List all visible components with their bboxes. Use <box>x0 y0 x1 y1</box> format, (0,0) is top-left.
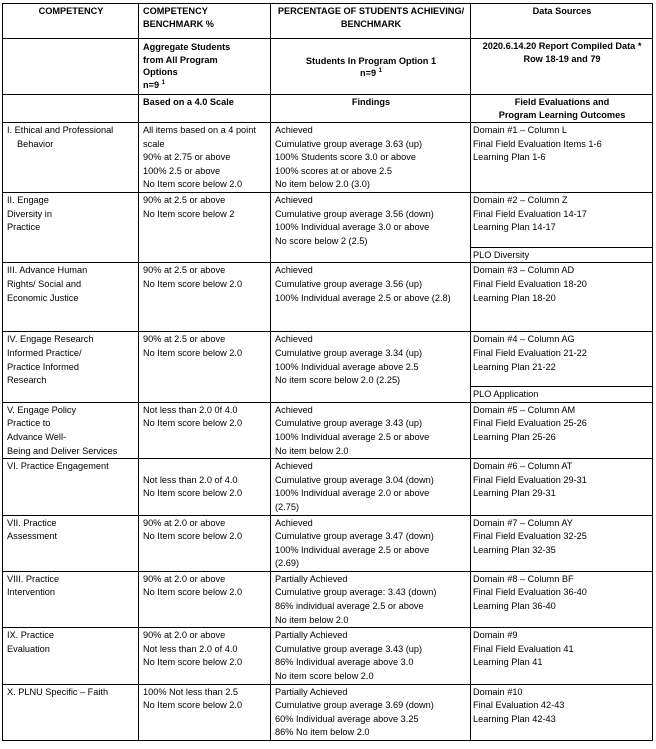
findings-cell <box>271 571 471 627</box>
sources-line: Domain #7 – Column AY <box>473 517 573 528</box>
benchmark-line: No Item score below 2.0 <box>143 531 243 542</box>
sources-line: Learning Plan 42-43 <box>473 713 556 724</box>
findings-line: No item score below 2.0 <box>275 671 374 682</box>
competency-cell <box>3 684 139 740</box>
header-competency <box>3 4 139 39</box>
findings-line: Partially Achieved <box>275 573 348 584</box>
sources-line: Learning Plan 36-40 <box>473 601 556 612</box>
subheader-empty <box>3 39 139 95</box>
plo-label: PLO Diversity <box>473 249 530 260</box>
competency-line: Practice <box>7 222 41 233</box>
benchmark-line: Not less than 2.0 0f 4.0 <box>143 404 238 415</box>
sources-line: Learning Plan 1-6 <box>473 152 546 163</box>
header-benchmark-line1: COMPETENCY <box>143 6 208 16</box>
competency-cell <box>3 459 139 515</box>
findings-line: No score below 2 (2.5) <box>275 235 368 246</box>
sources-line: Domain #4 – Column AG <box>473 334 575 345</box>
option-n <box>275 67 467 80</box>
findings-line: Cumulative group average 3.69 (down) <box>275 700 434 711</box>
findings-line: Achieved <box>275 125 313 135</box>
sources-line: Domain #3 – Column AD <box>473 265 575 276</box>
findings-line: (2.75) <box>275 501 300 512</box>
competency-line: Practice Informed <box>7 361 79 372</box>
sources-line: Learning Plan 18-20 <box>473 292 556 303</box>
findings-line: Achieved <box>275 334 313 345</box>
benchmark-line: 90% at 2.5 or above <box>143 334 226 345</box>
findings-line: 86% No item below 2.0 <box>275 727 370 738</box>
benchmark-line: Not less than 2.0 of 4.0 <box>143 643 238 654</box>
benchmark-line: 90% at 2.0 or above <box>143 573 226 584</box>
table-row <box>3 193 653 263</box>
benchmark-line: 90% at 2.0 or above <box>143 630 226 641</box>
findings-line: Achieved <box>275 517 313 528</box>
competency-cell <box>3 332 139 402</box>
competency-line: VII. Practice <box>7 517 57 528</box>
sources-line: Learning Plan 32-35 <box>473 544 556 555</box>
scale-text: Based on a 4.0 Scale <box>143 97 234 107</box>
header-percentage <box>271 4 471 39</box>
sources-line: Domain #9 <box>473 630 518 641</box>
benchmark-line: 90% at 2.0 or above <box>143 517 226 528</box>
findings-cell <box>271 193 471 263</box>
findings-line: Cumulative group average 3.43 (up) <box>275 643 423 654</box>
subheader-row <box>3 39 653 95</box>
competency-line: I. Ethical and Professional <box>7 125 114 135</box>
table-row <box>3 332 653 402</box>
competency-line: Economic Justice <box>7 292 79 303</box>
findings-cell <box>271 459 471 515</box>
sources-line: Final Field Evaluation 21-22 <box>473 347 587 358</box>
findings-line: Achieved <box>275 195 313 205</box>
sources-line: Learning Plan 29-31 <box>473 488 556 499</box>
benchmark-cell <box>139 459 271 515</box>
benchmark-line: No Item score below 2.0 <box>143 657 243 668</box>
sources-cell <box>471 123 653 193</box>
findings-line: Partially Achieved <box>275 686 348 697</box>
competency-cell <box>3 193 139 263</box>
benchmark-line: All items based on a 4 point <box>143 125 256 135</box>
subheader-report <box>471 39 653 95</box>
sources-header-line1: Field Evaluations and <box>514 97 610 107</box>
header-percentage-line1: PERCENTAGE OF STUDENTS ACHIEVING/ <box>277 6 465 16</box>
scale-cell <box>139 95 271 123</box>
findings-line: 86% individual average 2.5 or above <box>275 601 424 612</box>
sources-line: Final Evaluation 42-43 <box>473 700 565 711</box>
competency-cell <box>3 628 139 684</box>
competency-line: Being and Deliver Services <box>7 445 118 456</box>
findings-line: (2.69) <box>275 558 300 569</box>
benchmark-line: No Item score below 2.0 <box>143 587 243 598</box>
competency-cell <box>3 515 139 571</box>
sources-line: Final Field Evaluation 14-17 <box>473 208 587 219</box>
findings-line: No item below 2.0 <box>275 614 349 625</box>
competency-cell <box>3 123 139 193</box>
option-sup: 1 <box>378 67 382 74</box>
header-percentage-line2: BENCHMARK <box>340 18 402 29</box>
findings-line: Cumulative group average 3.47 (down) <box>275 531 434 542</box>
findings-line: 60% Individual average above 3.25 <box>275 713 419 724</box>
benchmark-line: 100% Not less than 2.5 <box>143 686 238 697</box>
subheader-option <box>271 39 471 95</box>
competency-cell <box>3 571 139 627</box>
benchmark-line: No Item score below 2.0 <box>143 700 243 711</box>
table-row <box>3 459 653 515</box>
benchmark-cell <box>139 628 271 684</box>
aggregate-line3: Options <box>143 67 178 77</box>
findings-cell <box>271 402 471 458</box>
findings-line: No item score below 2.0 (2.25) <box>275 375 401 386</box>
header-benchmark <box>139 4 271 39</box>
table-row <box>3 628 653 684</box>
competency-line: II. Engage <box>7 195 49 205</box>
findings-line: 100% Individual average 2.0 or above <box>275 488 430 499</box>
sources-line: Domain #6 – Column AT <box>473 461 573 472</box>
competency-line: VI. Practice Engagement <box>7 461 109 472</box>
header-benchmark-line2: BENCHMARK % <box>143 18 214 29</box>
competency-line: IV. Engage Research <box>7 334 94 345</box>
findings-line: 100% Individual average 2.5 or above (2.8) <box>275 292 451 303</box>
sources-line: Domain #5 – Column AM <box>473 404 576 415</box>
sources-line: Learning Plan 41 <box>473 657 543 668</box>
findings-cell <box>271 95 471 123</box>
findings-line: 100% Individual average 2.5 or above <box>275 544 430 555</box>
competency-line: Advance Well- <box>7 431 67 442</box>
aggregate-line2: from All Program <box>143 54 218 65</box>
findings-line: Achieved <box>275 404 313 415</box>
header-data-sources <box>471 4 653 39</box>
subheader-aggregate <box>139 39 271 95</box>
competency-cell <box>3 263 139 332</box>
findings-cell <box>271 263 471 332</box>
sources-cell <box>471 684 653 740</box>
benchmark-line: No Item score below 2.0 <box>143 179 243 190</box>
plo-label-box <box>471 386 652 402</box>
sources-line: Learning Plan 14-17 <box>473 222 556 233</box>
report-line2: Row 18-19 and 79 <box>523 53 601 64</box>
sources-line: Final Field Evaluation 41 <box>473 643 574 654</box>
benchmark-cell <box>139 402 271 458</box>
scale-empty <box>3 95 139 123</box>
competency-line: Behavior <box>17 138 54 149</box>
benchmark-cell <box>139 332 271 402</box>
findings-line: Partially Achieved <box>275 630 348 641</box>
plo-label: PLO Application <box>473 389 539 400</box>
table-row <box>3 402 653 458</box>
benchmark-line: No Item score below 2.0 <box>143 418 243 429</box>
findings-line: Cumulative group average 3.56 (down) <box>275 208 434 219</box>
benchmark-spacer <box>143 460 267 474</box>
sources-line: Learning Plan 21-22 <box>473 361 556 372</box>
benchmark-cell <box>139 515 271 571</box>
findings-line: No item below 2.0 (3.0) <box>275 179 370 190</box>
findings-line: Cumulative group average 3.43 (up) <box>275 418 423 429</box>
scale-row <box>3 95 653 123</box>
aggregate-n <box>143 79 267 92</box>
benchmark-line: 100% 2.5 or above <box>143 165 221 176</box>
competency-line: III. Advance Human <box>7 265 88 276</box>
benchmark-line: 90% at 2.5 or above <box>143 195 226 205</box>
findings-line: Cumulative group average: 3.43 (down) <box>275 587 437 598</box>
findings-text: Findings <box>351 97 391 107</box>
competency-line: Rights/ Social and <box>7 278 82 289</box>
sources-line: Final Field Evaluation Items 1-6 <box>473 138 602 149</box>
aggregate-n-text: n=9 <box>143 79 160 90</box>
competency-line: Diversity in <box>7 208 52 219</box>
sources-line: Learning Plan 25-26 <box>473 431 556 442</box>
sources-header-line2: Program Learning Outcomes <box>498 109 626 120</box>
sources-cell <box>471 459 653 515</box>
findings-line: Cumulative group average 3.63 (up) <box>275 138 423 149</box>
findings-line: Cumulative group average 3.56 (up) <box>275 278 423 289</box>
findings-line: 100% Individual average 3.0 or above <box>275 222 430 233</box>
findings-cell <box>271 628 471 684</box>
sources-cell <box>471 515 653 571</box>
competency-line: VIII. Practice <box>7 573 60 584</box>
sources-cell <box>471 332 653 402</box>
benchmark-cell <box>139 571 271 627</box>
competency-line: Informed Practice/ <box>7 347 82 358</box>
sources-line: Domain #1 – Column L <box>473 125 567 135</box>
benchmark-line: scale <box>143 138 165 149</box>
benchmark-cell <box>139 263 271 332</box>
findings-line: Cumulative group average 3.34 (up) <box>275 347 423 358</box>
table-row <box>3 263 653 332</box>
sources-cell <box>471 193 653 263</box>
findings-line: 100% scores at or above 2.5 <box>275 165 392 176</box>
competency-table <box>2 3 653 741</box>
competency-line: Intervention <box>7 587 56 598</box>
sources-cell <box>471 628 653 684</box>
competency-line: Practice to <box>7 418 51 429</box>
findings-cell <box>271 123 471 193</box>
findings-line: Achieved <box>275 461 313 472</box>
benchmark-line: No Item score below 2.0 <box>143 347 243 358</box>
benchmark-line: No Item score below 2 <box>143 208 235 219</box>
competency-line: V. Engage Policy <box>7 404 77 415</box>
aggregate-line1: Aggregate Students <box>143 42 231 52</box>
competency-line: Evaluation <box>7 643 50 654</box>
benchmark-line: 90% at 2.75 or above <box>143 152 231 163</box>
findings-cell <box>271 684 471 740</box>
competency-cell <box>3 402 139 458</box>
header-data-sources-text: Data Sources <box>532 6 592 16</box>
option-line1: Students In Program Option 1 <box>305 55 437 66</box>
benchmark-line: Not less than 2.0 of 4.0 <box>143 474 238 485</box>
benchmark-cell <box>139 123 271 193</box>
competency-line: Research <box>7 375 47 386</box>
sources-header-cell <box>471 95 653 123</box>
benchmark-cell <box>139 684 271 740</box>
option-n-text: n=9 <box>360 68 377 78</box>
findings-line: 86% Individual average above 3.0 <box>275 657 414 668</box>
findings-cell <box>271 515 471 571</box>
aggregate-sup: 1 <box>161 79 165 86</box>
findings-line: 100% Individual average 2.5 or above <box>275 431 430 442</box>
sources-line: Domain #8 – Column BF <box>473 573 574 584</box>
findings-line: No item below 2.0 <box>275 445 349 456</box>
sources-line: Domain #10 <box>473 686 523 697</box>
table-row <box>3 515 653 571</box>
findings-line: Achieved <box>275 265 313 276</box>
sources-line: Final Field Evaluation 18-20 <box>473 278 587 289</box>
plo-label-box <box>471 247 652 263</box>
table-row <box>3 571 653 627</box>
sources-line: Domain #2 – Column Z <box>473 195 568 205</box>
sources-cell <box>471 402 653 458</box>
sources-line: Final Field Evaluation 25-26 <box>473 418 587 429</box>
sources-cell <box>471 571 653 627</box>
sources-line: Final Field Evaluation 29-31 <box>473 474 587 485</box>
findings-line: 100% Individual average above 2.5 <box>275 361 419 372</box>
header-row <box>3 4 653 39</box>
competency-line: X. PLNU Specific – Faith <box>7 686 109 697</box>
competency-line: IX. Practice <box>7 630 54 641</box>
competency-line: Assessment <box>7 531 58 542</box>
benchmark-line: 90% at 2.5 or above <box>143 265 226 276</box>
benchmark-cell <box>139 193 271 263</box>
sources-line: Final Field Evaluation 36-40 <box>473 587 587 598</box>
table-row <box>3 684 653 740</box>
header-competency-text: COMPETENCY <box>38 6 104 16</box>
findings-line: 100% Students score 3.0 or above <box>275 152 416 163</box>
sources-line: Final Field Evaluation 32-25 <box>473 531 587 542</box>
table-row <box>3 123 653 193</box>
benchmark-line: No Item score below 2.0 <box>143 488 243 499</box>
sources-cell <box>471 263 653 332</box>
findings-line: Cumulative group average 3.04 (down) <box>275 474 434 485</box>
benchmark-line: No Item score below 2.0 <box>143 278 243 289</box>
report-line1: 2020.6.14.20 Report Compiled Data * <box>482 41 642 51</box>
findings-cell <box>271 332 471 402</box>
